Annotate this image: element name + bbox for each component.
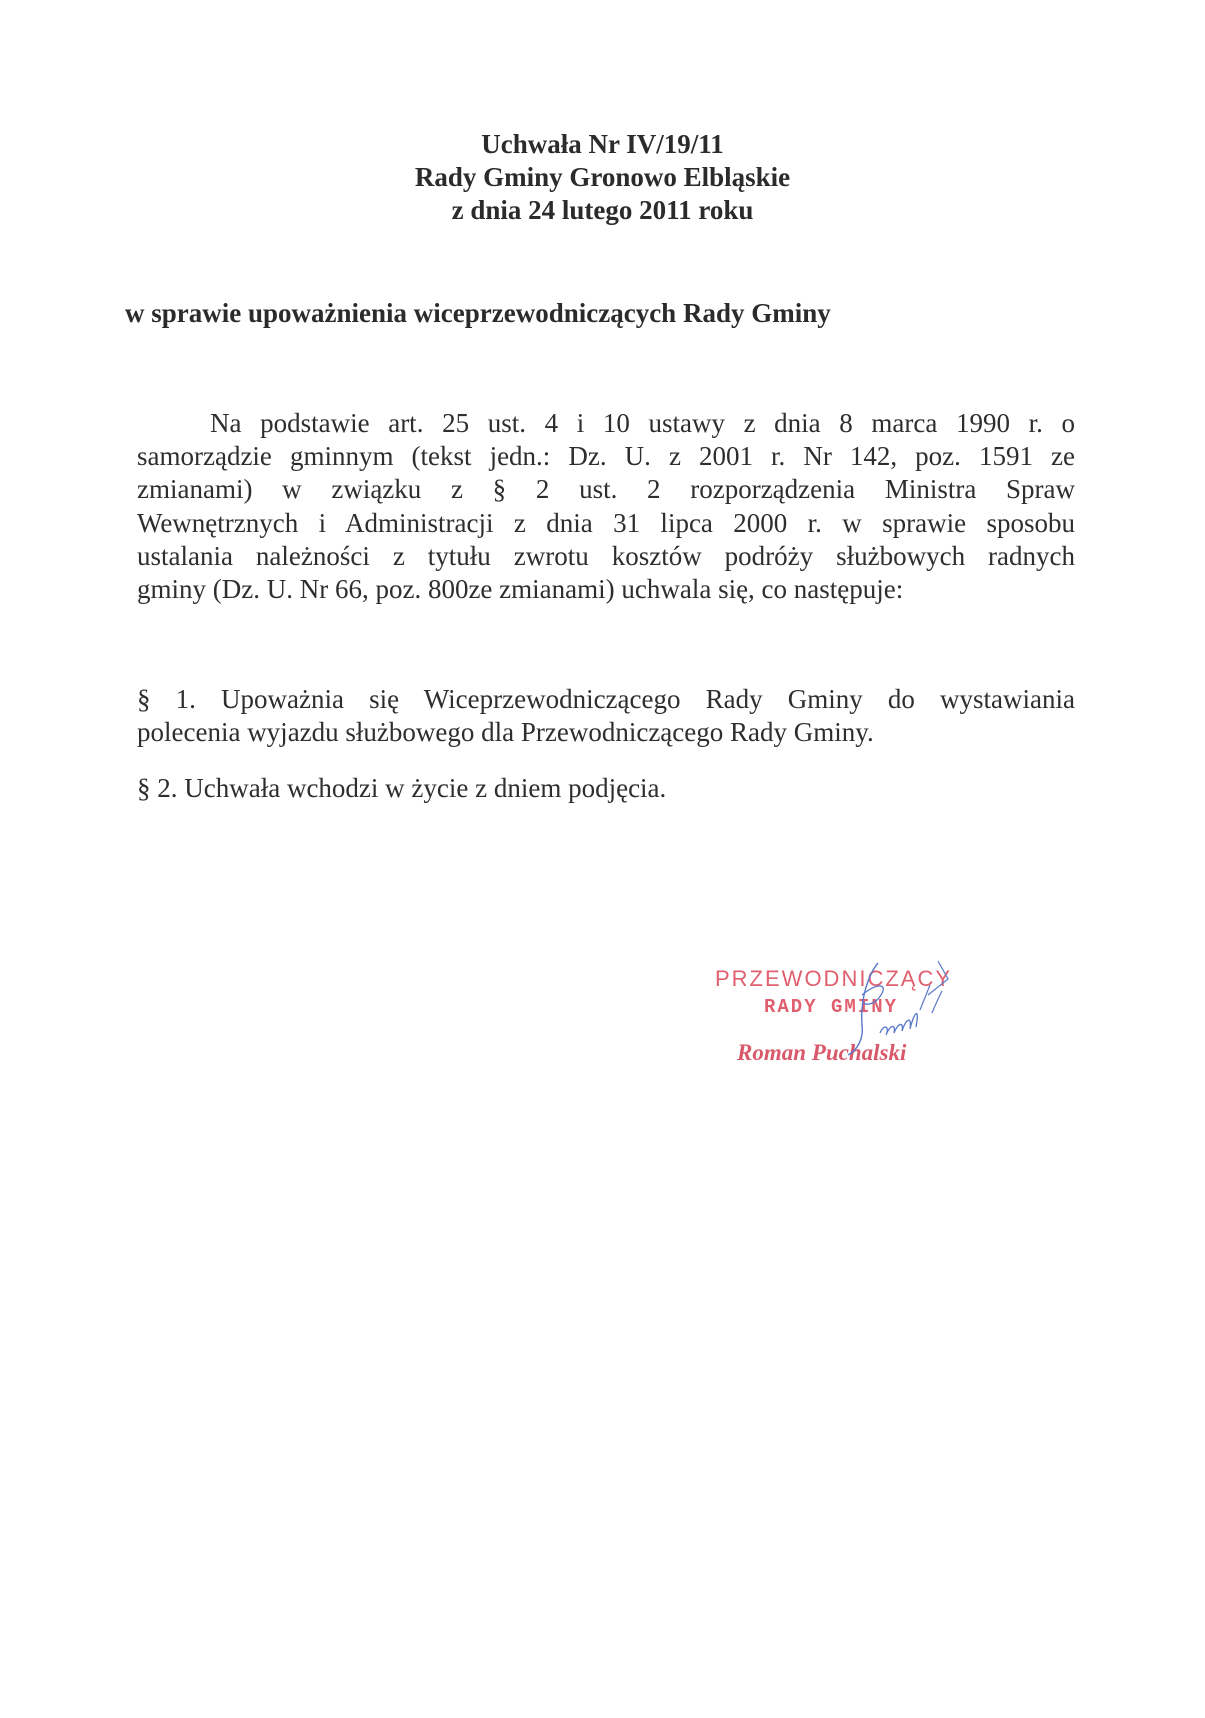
stamp-name: Roman Puchalski — [737, 1040, 907, 1065]
preamble-paragraph — [137, 407, 1075, 606]
resolution-number: Uchwała Nr IV/19/11 — [481, 129, 724, 159]
section-1-line: § 1. Upoważnia się Wiceprzewodniczącego Rady Gminy do wystawiania — [137, 684, 1075, 714]
section-2-paragraph: § 2. Uchwała wchodzi w życie z dniem podjęcia. — [137, 773, 667, 803]
stamp-title: PRZEWODNICZĄCY — [715, 966, 952, 991]
preamble-line: ustalania należności z tytułu zwrotu kosztów podróży służbowych radnych — [137, 540, 1075, 571]
chairman-stamp — [700, 960, 1000, 1080]
resolution-subject: w sprawie upoważnienia wiceprzewodniczących Rady Gminy — [125, 298, 831, 328]
preamble-line: samorządzie gminnym (tekst jedn.: Dz. U. z 2001 r. Nr 142, poz. 1591 ze — [137, 441, 1075, 472]
stamp-subtitle: RADY GMINY — [764, 996, 899, 1018]
handwritten-signature — [820, 955, 960, 1065]
section-1-paragraph — [137, 683, 1075, 749]
preamble-line: zmianami) w związku z § 2 ust. 2 rozporządzenia Ministra Spraw — [137, 474, 1075, 505]
preamble-line: gminy (Dz. U. Nr 66, poz. 800ze zmianami) uchwala się, co następuje: — [137, 573, 904, 604]
section-1-line: polecenia wyjazdu służbowego dla Przewodniczącego Rady Gminy. — [137, 717, 874, 748]
resolution-date: z dnia 24 lutego 2011 roku — [451, 195, 754, 225]
preamble-line: Na podstawie art. 25 ust. 4 i 10 ustawy z dnia 8 marca 1990 r. o — [210, 408, 1075, 438]
preamble-line: Wewnętrznych i Administracji z dnia 31 lipca 2000 r. w sprawie sposobu — [137, 507, 1075, 538]
council-name: Rady Gminy Gronowo Elbląskie — [414, 162, 791, 192]
resolution-header — [0, 128, 1205, 227]
